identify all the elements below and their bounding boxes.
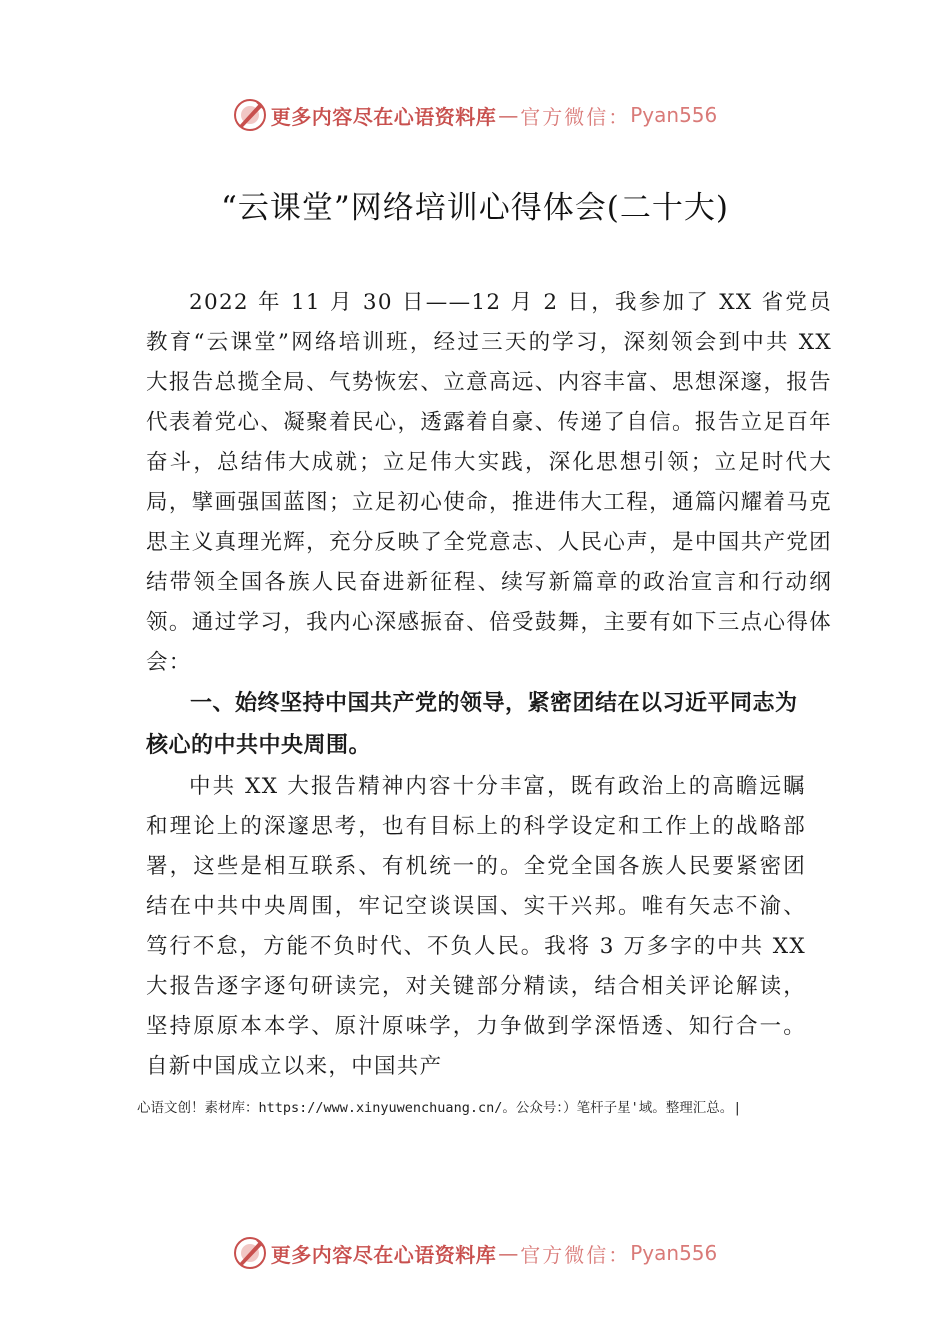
banner-label: 官方微信：: [520, 1242, 631, 1267]
document-title: “云课堂”网络培训心得体会(二十大): [221, 190, 729, 226]
document-body: [146, 283, 832, 1087]
quill-seal-icon: [233, 98, 267, 132]
banner-separator: —: [498, 103, 519, 127]
intro-paragraph: 2022 年 11 月 30 日——12 月 2 日，我参加了 XX 省党员教育“云课堂”网络培训班，经过三天的学习，深刻领会到中共 XX 大报告总揽全局、气势恢宏、立意高远、内容丰富、思想深邃，报告代表着党心、凝聚着民心，透露着自豪、传递了自信。报告立足百年奋斗，总结伟大成就；立足伟大实践，深化思想引领；立足时代大局，擘画强国蓝图；立足初心使命，推进伟大工程，通篇闪耀着马克思主义真理光辉，充分反映了全党意志、人民心声，是中国共产党团结带领全国各族人民奋进新征程、续写新篇章的政治宣言和行动纲领。通过学习，我内心深感振奋、倍受鼓舞，主要有如下三点心得体会：: [146, 290, 832, 675]
section-1-paragraph: 中共 XX 大报告精神内容十分丰富，既有政治上的高瞻远瞩和理论上的深邃思考，也有目标上的科学设定和工作上的战略部署，这些是相互联系、有机统一的。全党全国各族人民要紧密团结在中共中央周围，牢记空谈误国、实干兴邦。唯有矢志不渝、笃行不怠，方能不负时代、不负人民。我将 3 万多字的中共 XX 大报告逐字逐句研读完，对关键部分精读，结合相关评论解读，坚持原原本本学、原汁原味学，力争做到学深悟透、知行合一。自新中国成立以来，中国共产: [146, 774, 806, 1079]
banner-label: 官方微信：: [520, 104, 631, 129]
banner-brand: 更多内容尽在心语资料库: [270, 104, 497, 129]
section-heading-1: 一、始终坚持中国共产党的领导，紧密团结在以习近平同志为核心的中共中央周围。: [146, 691, 798, 758]
source-footnote: 心语文创！素材库：https://www.xinyuwenchuang.cn/。公众号：）笔杆子星'域。整理汇总。|: [137, 1100, 742, 1116]
banner-wechat-id: Pyan556: [630, 103, 718, 127]
quill-seal-icon: [233, 1236, 267, 1270]
banner-brand: 更多内容尽在心语资料库: [270, 1242, 497, 1267]
banner-separator: —: [498, 1241, 519, 1265]
footer-watermark-banner: [0, 1233, 950, 1273]
header-watermark-banner: [0, 95, 950, 135]
banner-wechat-id: Pyan556: [630, 1241, 718, 1265]
